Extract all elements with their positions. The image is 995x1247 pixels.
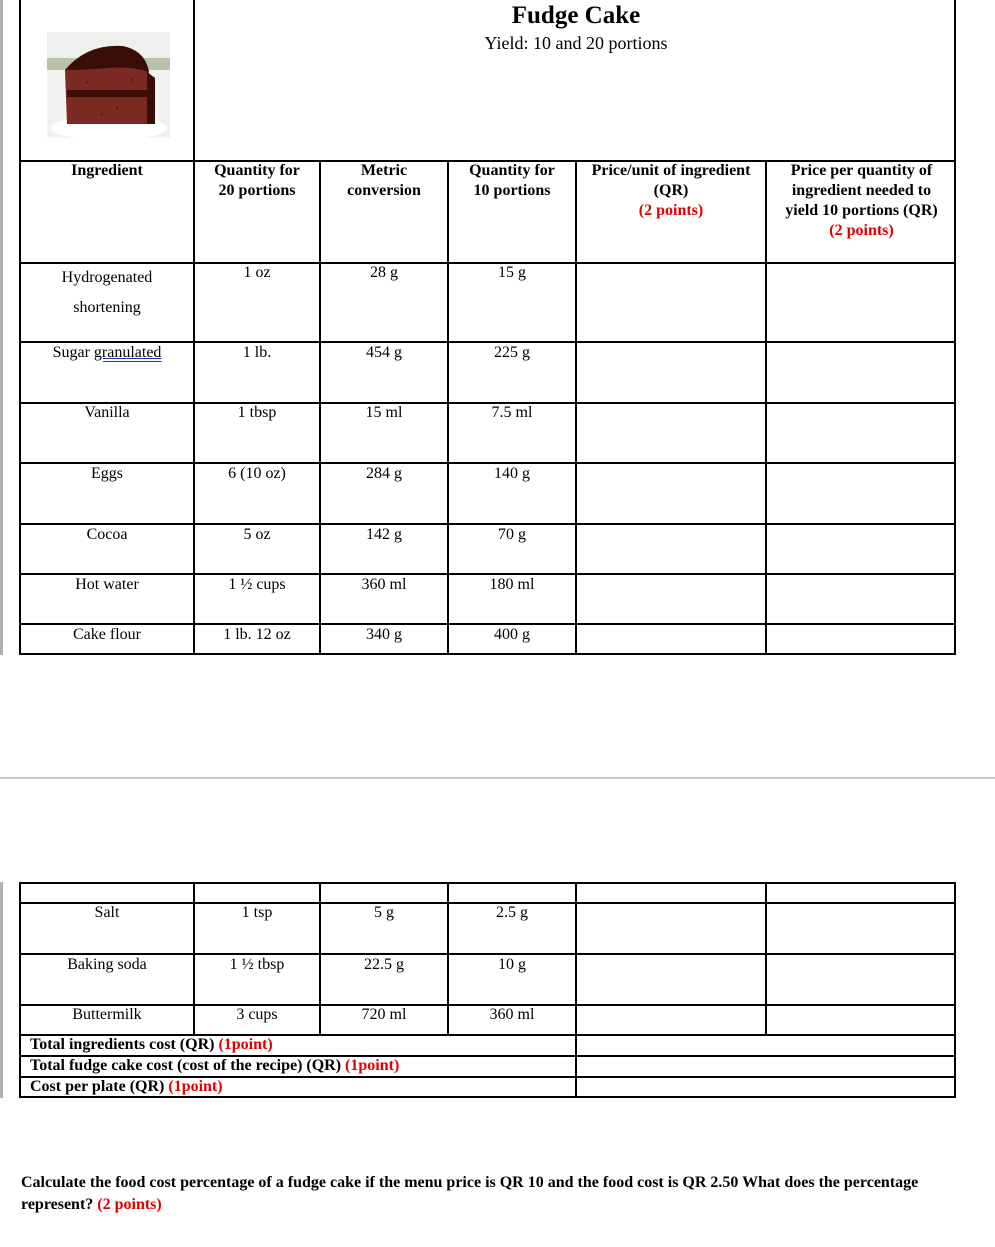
qty20-value: 1 tsp <box>241 904 273 921</box>
qty20-value: 1 tbsp <box>237 404 277 421</box>
col-header-price-qty-line1: Price per quantity of <box>790 162 933 179</box>
col-header-price-qty-line2: ingredient needed to <box>791 182 932 199</box>
left-margin-bar <box>0 0 3 655</box>
col-header-ingredient-text: Ingredient <box>71 162 143 179</box>
page-break <box>0 777 995 779</box>
grid-line <box>193 0 195 162</box>
question-points: (2 points) <box>97 1196 162 1213</box>
col-header-qty10-line2: 10 portions <box>473 182 551 199</box>
left-margin-bar <box>0 882 3 1098</box>
qty10-value: 2.5 g <box>496 904 528 921</box>
qty10-value: 15 g <box>498 264 526 281</box>
col-header-qty20 <box>195 161 319 201</box>
ingredient-name-underlined: granulated <box>93 344 162 361</box>
cost-per-plate-label: Cost per plate (QR) <box>30 1078 169 1095</box>
qty20-value: 6 (10 oz) <box>228 465 286 482</box>
qty10-value: 140 g <box>494 465 530 482</box>
qty10-value: 70 g <box>498 526 526 543</box>
qty20-value: 1 oz <box>243 264 271 281</box>
total-ingredients-points: (1point) <box>218 1036 273 1053</box>
ingredient-name: Buttermilk <box>72 1006 142 1023</box>
metric-value: 15 ml <box>365 404 403 421</box>
metric-value: 360 ml <box>361 576 407 593</box>
col-header-price-qty <box>767 161 956 241</box>
grid-line <box>19 653 956 655</box>
total-recipe-points: (1point) <box>345 1057 400 1074</box>
total-recipe-label: Total fudge cake cost (cost of the recipe) (QR) <box>30 1057 346 1074</box>
col-header-metric-line2: conversion <box>347 182 421 199</box>
metric-value: 340 g <box>366 626 402 643</box>
metric-value: 28 g <box>370 264 398 281</box>
grid-line <box>575 882 577 1098</box>
recipe-title: Fudge Cake <box>511 2 641 29</box>
recipe-yield: Yield: 10 and 20 portions <box>484 33 668 53</box>
metric-value: 5 g <box>374 904 394 921</box>
ingredient-name: Hydrogenated <box>61 269 153 286</box>
col-header-qty20-line1: Quantity for <box>214 162 300 179</box>
ingredient-name: Cocoa <box>86 526 128 543</box>
qty10-value: 400 g <box>494 626 530 643</box>
ingredient-name: Salt <box>94 904 120 921</box>
col-header-price-unit-line1: Price/unit of ingredient <box>591 162 751 179</box>
metric-value: 720 ml <box>361 1006 407 1023</box>
question-text <box>21 1172 961 1216</box>
qty10-value: 360 ml <box>489 1006 535 1023</box>
grid-line <box>575 160 577 655</box>
cost-per-plate <box>30 1077 223 1097</box>
col-header-price-unit <box>577 161 765 221</box>
metric-value: 142 g <box>366 526 402 543</box>
col-header-metric-line1: Metric <box>360 162 408 179</box>
qty10-value: 180 ml <box>489 576 535 593</box>
cost-per-plate-points: (1point) <box>168 1078 223 1095</box>
total-ingredients-label: Total ingredients cost (QR) <box>30 1036 219 1053</box>
table-row <box>21 343 193 363</box>
question-body: Calculate the food cost percentage of a fudge cake if the menu price is QR 10 and the food cost is QR 2.50 What does the percentage represent? <box>21 1174 919 1213</box>
metric-value: 454 g <box>366 344 402 361</box>
grid-line <box>19 0 21 162</box>
ingredient-name: Baking soda <box>67 956 147 973</box>
qty20-value: 1 lb. <box>242 344 272 361</box>
qty20-value: 1 ½ cups <box>228 576 286 593</box>
ingredient-name: Vanilla <box>84 404 130 421</box>
col-header-qty10 <box>449 161 575 201</box>
col-header-ingredient <box>21 161 193 181</box>
ingredient-name: Cake flour <box>73 626 141 643</box>
col-header-qty20-line2: 20 portions <box>218 182 296 199</box>
grid-line <box>954 0 956 162</box>
metric-value: 22.5 g <box>364 956 404 973</box>
ingredient-name: Sugar <box>52 344 94 361</box>
qty20-value: 3 cups <box>236 1006 278 1023</box>
qty10-value: 225 g <box>494 344 530 361</box>
total-recipe-cost <box>30 1056 399 1076</box>
grid-line <box>19 882 956 884</box>
qty20-value: 5 oz <box>243 526 271 543</box>
col-header-price-unit-points: (2 points) <box>638 202 704 219</box>
qty10-value: 7.5 ml <box>491 404 533 421</box>
col-header-metric <box>321 161 447 201</box>
qty10-value: 10 g <box>498 956 526 973</box>
col-header-price-unit-line2: (QR) <box>653 182 689 199</box>
col-header-qty10-line1: Quantity for <box>469 162 555 179</box>
total-ingredients-cost <box>30 1035 273 1055</box>
qty20-value: 1 lb. 12 oz <box>223 626 291 643</box>
grid-line <box>765 882 767 1036</box>
grid-line <box>954 882 956 1098</box>
col-header-price-qty-points: (2 points) <box>829 222 894 239</box>
ingredient-name: Hot water <box>75 576 139 593</box>
col-header-price-qty-line3: yield 10 portions (QR) <box>785 202 938 219</box>
metric-value: 284 g <box>366 465 402 482</box>
ingredient-name: shortening <box>73 299 141 316</box>
ingredient-name: Eggs <box>91 465 123 482</box>
table-row <box>21 263 193 323</box>
cake-photo <box>47 32 170 138</box>
qty20-value: 1 ½ tbsp <box>229 956 285 973</box>
